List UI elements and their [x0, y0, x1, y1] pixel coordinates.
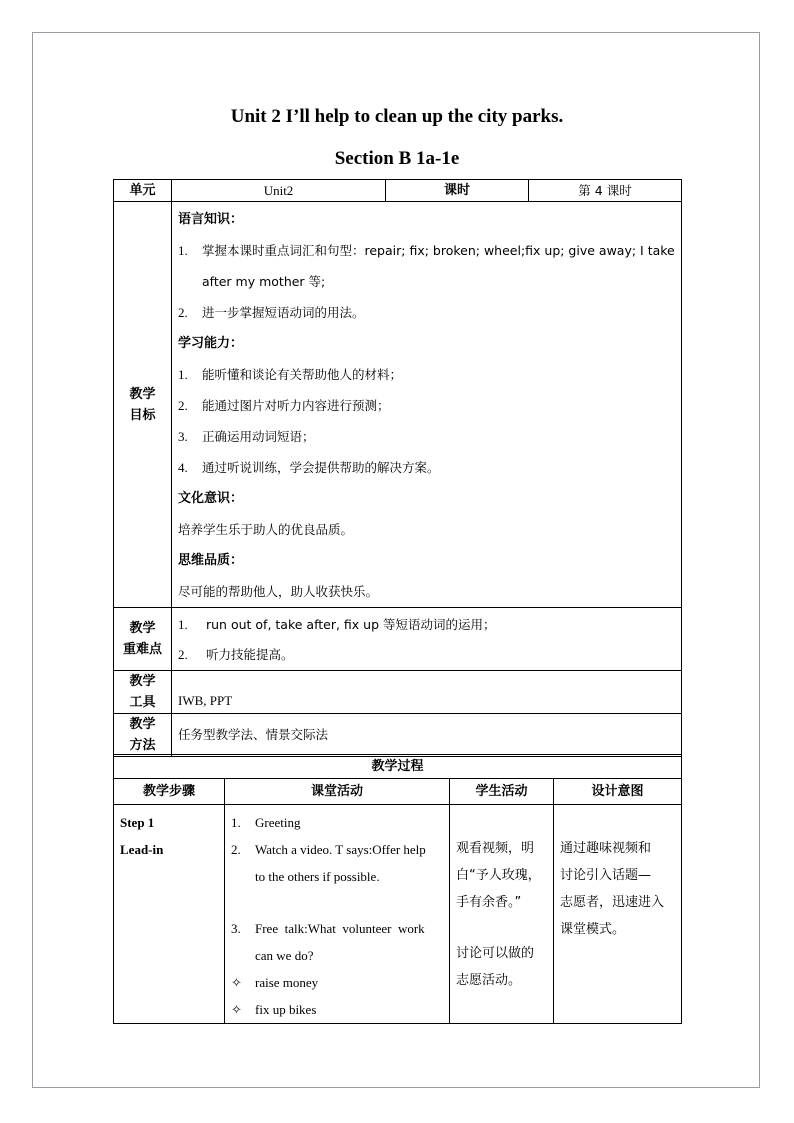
- activity-item: 1. Greeting: [231, 815, 301, 830]
- tools-value-text: IWB, PPT: [178, 693, 233, 708]
- ability-item: 2. 能通过图片对听力内容进行预测；: [178, 398, 390, 413]
- activity-item: 3. Free talk:What volunteer work: [231, 921, 425, 936]
- design-line: 讨论引入话题—: [560, 868, 652, 883]
- step-name: Lead-in: [120, 842, 164, 857]
- key-points-label-line2: 重难点: [122, 642, 162, 657]
- ability-item: 3. 正确运用动词短语；: [178, 429, 315, 444]
- key-points-label: [114, 608, 172, 671]
- tools-label: [114, 671, 172, 714]
- ability-heading: 学习能力：: [178, 336, 244, 351]
- activity-bullet: ✧ raise money: [231, 969, 443, 996]
- student-line: 手有余香。”: [456, 895, 522, 910]
- activity-item: 2. Watch a video. T says:Offer help: [231, 842, 426, 857]
- language-item-1-cont: after my mother 等;: [202, 274, 326, 289]
- tools-label-line2: 工具: [129, 695, 156, 710]
- tools-label-line1: 教学: [129, 674, 156, 689]
- student-line: 讨论可以做的: [456, 946, 535, 961]
- ability-item: 1. 能听懂和谈论有关帮助他人的材料；: [178, 367, 403, 382]
- lesson-info-table: [113, 179, 682, 757]
- student-line: 志愿活动。: [456, 973, 522, 988]
- student-line: 白“予人玫瑰，: [456, 868, 541, 883]
- language-item-2: 2. 进一步掌握短语动词的用法。: [178, 305, 365, 320]
- thinking-heading: 思维品质：: [178, 553, 244, 568]
- design-line: 通过趣味视频和: [560, 841, 652, 856]
- objectives-label-line2: 目标: [129, 407, 156, 423]
- column-header-step: 教学步骤: [114, 779, 225, 805]
- culture-heading: 文化意识：: [178, 491, 244, 506]
- language-heading: 语言知识：: [178, 212, 244, 227]
- activity-item-cont: to the others if possible.: [255, 869, 380, 884]
- document-subtitle: Section B 1a-1e: [334, 148, 460, 169]
- activity-bullet: ✧ fix up bikes: [231, 996, 443, 1023]
- step-number: Step 1: [120, 815, 155, 830]
- culture-text: 培养学生乐于助人的优良品质。: [178, 522, 354, 537]
- key-points-label-line1: 教学: [129, 621, 156, 636]
- unit-label: 单元: [114, 180, 172, 202]
- column-header-student: 学生活动: [450, 779, 554, 805]
- unit-value: Unit2: [172, 180, 386, 202]
- process-heading: 教学过程: [114, 755, 682, 779]
- methods-label: [114, 714, 172, 757]
- key-point-item: 2. 听力技能提高。: [178, 647, 294, 662]
- key-point-item: 1. run out of, take after, fix up 等短语动词的运用；: [178, 617, 496, 632]
- objectives-label: [114, 202, 172, 608]
- objectives-label-line1: 教学: [129, 386, 156, 402]
- sparkle-bullet-icon: ✧: [231, 975, 242, 990]
- design-line: 课堂模式。: [560, 922, 626, 937]
- process-table: [113, 754, 682, 1024]
- methods-value: [172, 714, 682, 757]
- activity-cell: [225, 805, 450, 1024]
- activity-item-cont: can we do?: [255, 948, 314, 963]
- design-line: 志愿者，迅速进入: [560, 895, 665, 910]
- methods-value-text: 任务型教学法、情景交际法: [178, 727, 329, 742]
- student-activity-cell: [450, 805, 554, 1024]
- objectives-content: [172, 202, 682, 608]
- thinking-text: 尽可能的帮助他人，助人收获快乐。: [178, 584, 379, 599]
- language-item-1: 1. 掌握本课时重点词汇和句型：repair; fix; broken; wheel;fix up; give away; I take: [178, 243, 675, 258]
- step-cell: [114, 805, 225, 1024]
- period-label: 课时: [386, 180, 529, 202]
- key-points-content: [172, 608, 682, 671]
- methods-label-line2: 方法: [129, 738, 156, 753]
- sparkle-bullet-icon: ✧: [231, 1002, 242, 1017]
- student-line: 观看视频，明: [456, 841, 535, 856]
- methods-label-line1: 教学: [129, 717, 156, 732]
- ability-item: 4. 通过听说训练，学会提供帮助的解决方案。: [178, 460, 440, 475]
- tools-value: [172, 671, 682, 714]
- column-header-design: 设计意图: [554, 779, 682, 805]
- period-value: 第 4 课时: [529, 180, 682, 202]
- column-header-activity: 课堂活动: [225, 779, 450, 805]
- design-intent-cell: [554, 805, 682, 1024]
- document-title: Unit 2 I’ll help to clean up the city parks.: [230, 106, 564, 127]
